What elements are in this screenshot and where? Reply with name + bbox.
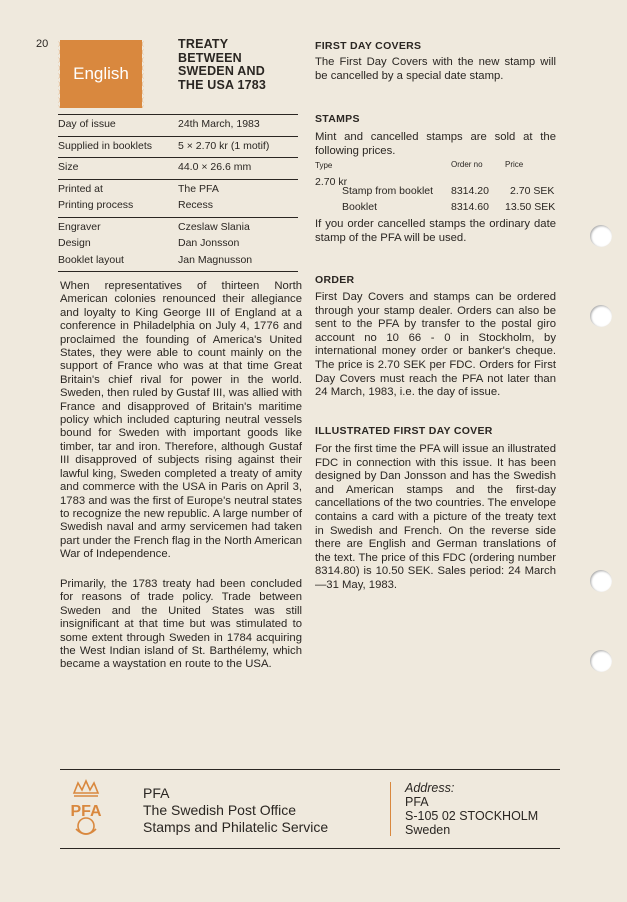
info-row xyxy=(58,116,298,133)
page-number: 20 xyxy=(36,38,49,50)
info-group xyxy=(58,158,298,180)
info-key: Booklet layout xyxy=(58,253,124,266)
org-line: Stamps and Philatelic Service xyxy=(143,819,329,835)
info-value: Jan Magnusson xyxy=(178,253,253,266)
org-line: PFA xyxy=(143,785,170,801)
info-value: 24th March, 1983 xyxy=(178,118,260,131)
issue-info-table xyxy=(58,114,298,272)
title-line: THE USA 1783 xyxy=(178,77,267,92)
footer-top-rule xyxy=(60,769,560,770)
col-type-label: Type xyxy=(315,161,333,170)
stamps-heading: STAMPS xyxy=(315,113,360,125)
info-value: 5 × 2.70 kr (1 motif) xyxy=(178,139,270,152)
info-key: Printed at xyxy=(58,182,103,195)
address-block xyxy=(405,781,538,837)
info-key: Supplied in booklets xyxy=(58,139,152,152)
info-key: Design xyxy=(58,237,91,250)
info-row xyxy=(58,252,298,269)
stamp-row-order: 8314.20 xyxy=(451,185,489,197)
org-line: The Swedish Post Office xyxy=(143,802,297,818)
language-tab xyxy=(58,40,144,108)
title-line: TREATY xyxy=(178,37,229,51)
info-group xyxy=(58,218,298,273)
denomination: 2.70 kr xyxy=(315,176,348,188)
binder-hole xyxy=(590,650,612,672)
info-key: Engraver xyxy=(58,220,101,233)
info-group xyxy=(58,180,298,218)
info-value: 44.0 × 26.6 mm xyxy=(178,161,252,174)
info-row xyxy=(58,181,298,198)
address-line: Sweden xyxy=(405,823,451,837)
fdc-heading: FIRST DAY COVERS xyxy=(315,40,422,52)
info-row xyxy=(58,138,298,155)
address-line: S-105 02 STOCKHOLM xyxy=(405,809,539,823)
info-value: Dan Jonsson xyxy=(178,237,240,250)
stamp-row-order: 8314.60 xyxy=(451,201,489,213)
info-group xyxy=(58,114,298,137)
stamp-row-price: 13.50 SEK xyxy=(505,201,556,213)
title-line: BETWEEN xyxy=(178,50,242,65)
col-price-label: Price xyxy=(505,160,524,169)
info-key: Printing process xyxy=(58,199,134,212)
language-tab-label: English xyxy=(73,64,129,83)
info-row xyxy=(58,235,298,252)
order-heading: ORDER xyxy=(315,274,355,286)
issue-title xyxy=(178,38,266,92)
history-paragraph: When representatives of thirteen North American colonies renounced their allegiance and loyalty to King George III of England at a conference in Philadelphia on July 4, 1776 and proclaimed the founding of America's United States, they were able to count mainly on the support of France who was at that time Great Britain's chief rival for power in the world. Sweden, then ruled by Gustaf III, was allied with France and disapproved of Britain's maritime policy which included capturing neutral vessels bound for Sweden with important goods like timber, tar and iron. Therefore, although Gustaf III disapproved of subjects rising against their lawful king, Sweden completed a treaty of amity and commerce with the USA in Paris on April 3, 1783 and was the first of Europe's neutral states to recognize the new republic. A large number of Swedish naval and army servicemen had taken part under the French flag in the North American War of Independence. xyxy=(60,280,302,561)
ill-fdc-text: For the first time the PFA will issue an illustrated FDC in connection with this issue. It has been designed by Dan Jonsson and has the Swedish and American stamps and the first-day cancellations of the two countries. The envelope contains a card with a picture of the treaty text in Swedish and French. On the reverse side there are English and German translations of the text. The price of this FDC (ordering number 8314.80) is 10.50 SEK. Sales period: 24 March—31 May, 1983. xyxy=(315,443,556,591)
info-value: Czeslaw Slania xyxy=(178,220,250,233)
info-key: Day of issue xyxy=(58,118,116,131)
binder-hole xyxy=(590,570,612,592)
crown-posthorn-icon xyxy=(60,779,112,839)
address-label: Address: xyxy=(405,781,455,795)
history-paragraph: Primarily, the 1783 treaty had been concluded for reasons of trade policy. Trade between Sweden and the United States was still insignificant at that time but was stimulated to some extent through Sweden in 1784 acquiring the West Indian island of St. Barthélemy, which became a waystation en route to the USA. xyxy=(60,578,302,671)
title-line: SWEDEN AND xyxy=(178,64,265,78)
stamp-row-name: Booklet xyxy=(342,201,378,213)
info-row xyxy=(58,219,298,236)
order-text: First Day Covers and stamps can be ordered through your stamp dealer. Orders can also be sent to the PFA by transfer to the postal giro account no 10 66 - 0 in Stockholm, by international money order or banker's cheque. The price is 2.70 SEK per FDC. Orders for First Day Covers must reach the PFA not later than 24 March, 1983, i.e. the day of issue. xyxy=(315,291,556,399)
ill-fdc-heading: ILLUSTRATED FIRST DAY COVER xyxy=(315,425,493,437)
binder-hole xyxy=(590,225,612,247)
org-block xyxy=(143,785,328,836)
logo-text: PFA xyxy=(70,803,102,820)
binder-hole xyxy=(590,305,612,327)
stamps-note: If you order cancelled stamps the ordinary date stamp of the PFA will be used. xyxy=(315,218,556,244)
info-key: Size xyxy=(58,161,79,174)
address-line: PFA xyxy=(405,795,429,809)
col-order-label: Order no xyxy=(451,160,483,169)
stamp-row-name: Stamp from booklet xyxy=(342,185,434,197)
footer-divider xyxy=(390,782,391,836)
info-value: Recess xyxy=(178,199,214,212)
pfa-logo xyxy=(60,779,112,839)
fdc-text: The First Day Covers with the new stamp will be cancelled by a special date stamp. xyxy=(315,56,556,82)
info-group xyxy=(58,137,298,159)
info-value: The PFA xyxy=(178,182,219,195)
stamp-row-price: 2.70 SEK xyxy=(510,185,555,197)
stamps-intro: Mint and cancelled stamps are sold at the following prices. xyxy=(315,131,556,157)
footer-bottom-rule xyxy=(60,848,560,849)
info-row xyxy=(58,159,298,176)
info-row xyxy=(58,197,298,214)
